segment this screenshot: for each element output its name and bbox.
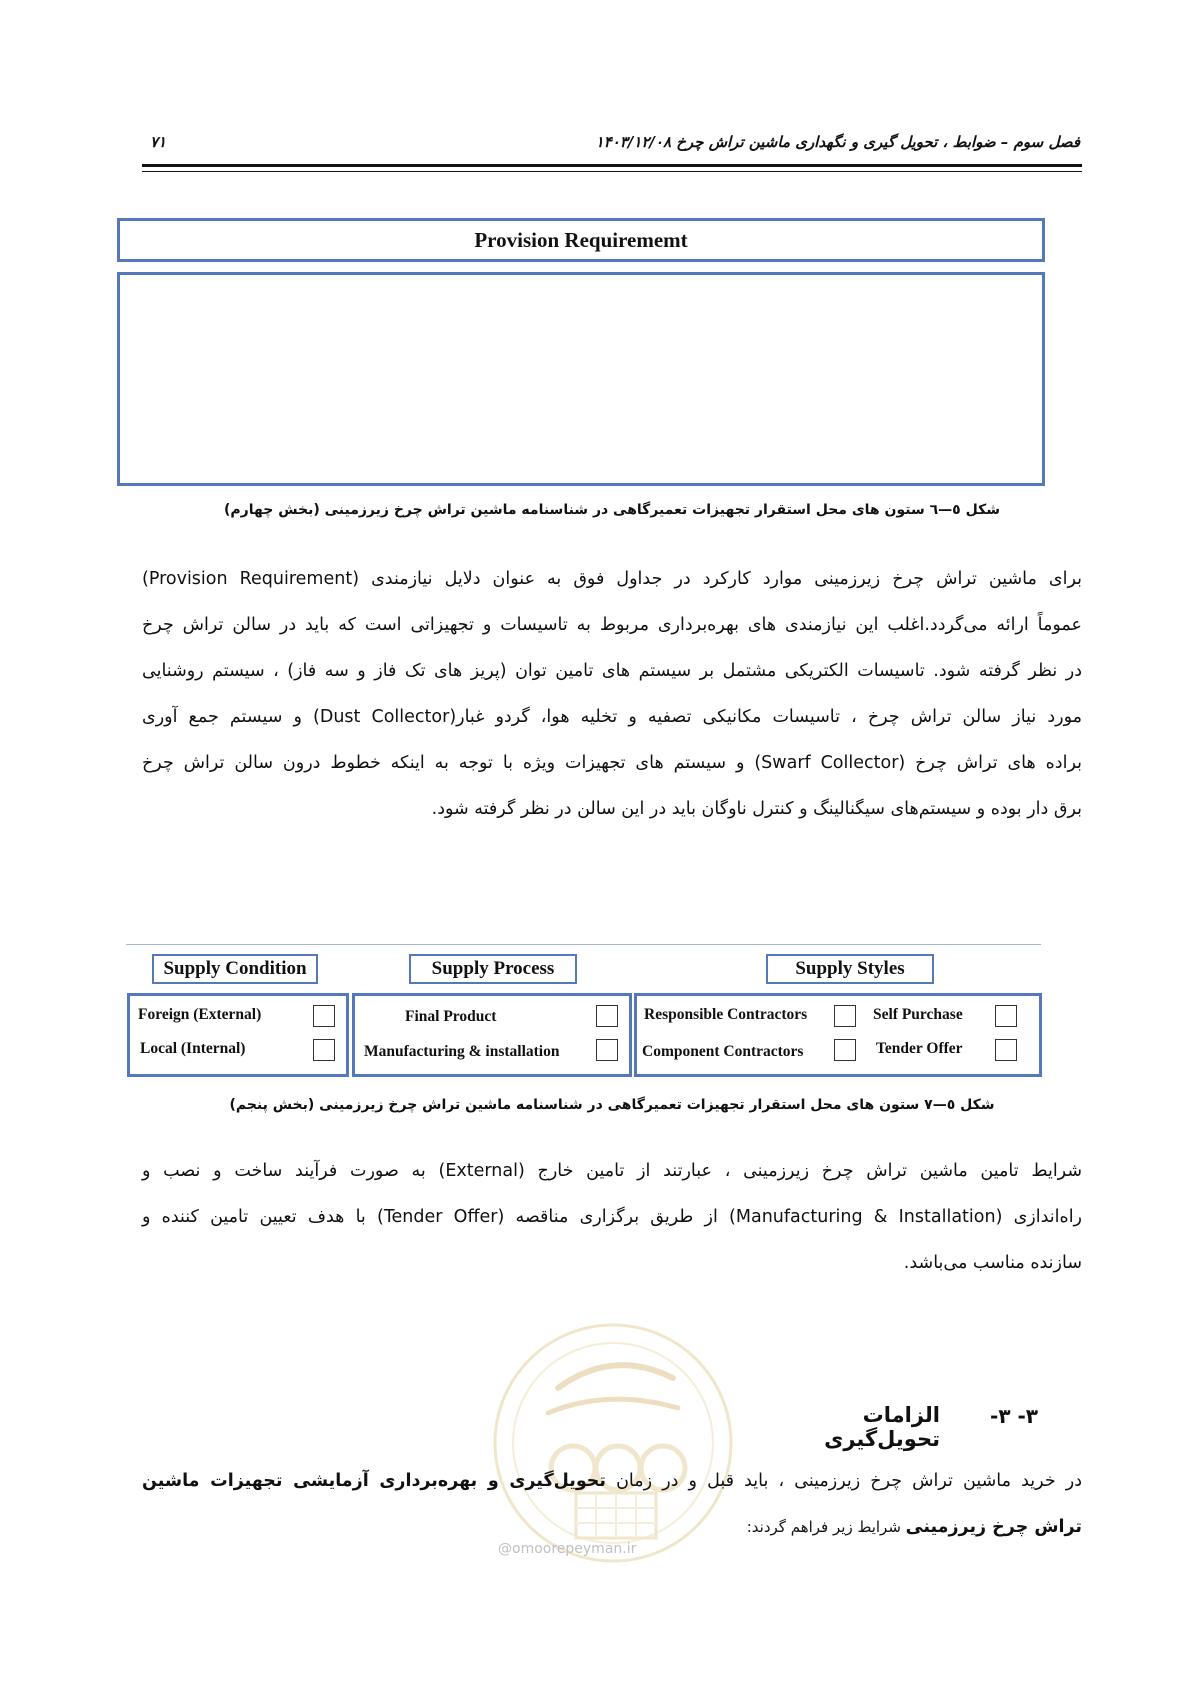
supply-process-title-text: Supply Process — [431, 958, 555, 979]
supply-styles-title — [766, 954, 934, 984]
header-rule-thin — [142, 171, 1082, 172]
checkbox-responsible-contractors[interactable] — [834, 1005, 856, 1027]
paragraph-line — [142, 1504, 1082, 1550]
section-title: الزامات تحویل‌گیری — [824, 1403, 940, 1451]
paragraph-line: برای ماشین تراش چرخ زیرزمینی موارد کارکرد در جداول فوق به عنوان دلایل نیازمندی (Provision Requirement) — [142, 569, 1082, 589]
option-label-responsible-contractors: Responsible Contractors — [644, 1006, 808, 1023]
paragraph-line: راه‌اندازی (Manufacturing & Installation) از طریق برگزاری مناقصه (Tender Offer) با هدف تعیین تامین کننده و — [142, 1207, 1083, 1227]
paragraph-line: سازنده مناسب می‌باشد. — [903, 1253, 1082, 1273]
option-label-manufacturing: Manufacturing & installation — [364, 1043, 560, 1060]
supply-process-title — [409, 954, 577, 984]
checkbox-component-contractors[interactable] — [834, 1039, 856, 1061]
checkbox-local[interactable] — [313, 1039, 335, 1061]
checkbox-final-product[interactable] — [596, 1005, 618, 1027]
figure6-caption: شکل ٥—٦ ستون های محل استقرار تجهیزات تعمیرگاهی در شناسنامه ماشین تراش چرخ زیرزمینی (بخش چهارم) — [224, 502, 1000, 518]
option-label-local: Local (Internal) — [140, 1040, 246, 1057]
paragraph-delivery — [142, 1458, 1082, 1550]
paragraph-line — [142, 1458, 1082, 1504]
paragraph-supply — [142, 1148, 1082, 1286]
paragraph-line: براده های تراش چرخ (Swarf Collector) و سیستم های تجهیزات ویژه با توجه به اینکه خطوط درون سالن تراش چرخ — [142, 753, 1082, 773]
provision-requirement-title: Provision Requirememt — [474, 227, 688, 252]
paragraph-line: شرایط تامین ماشین تراش چرخ زیرزمینی ، عبارتند از تامین خارج (External) به صورت فرآیند ساخت و نصب و — [142, 1161, 1082, 1181]
header-rule-thick — [142, 164, 1082, 167]
option-label-tender-offer: Tender Offer — [876, 1040, 963, 1057]
page-number: ۷۱ — [150, 133, 167, 151]
paragraph-line: مورد نیاز سالن تراش چرخ ، تاسیسات مکانیکی تصفیه و تخلیه هوا، گردو غبار(Dust Collector) و سیستم جمع آوری — [142, 707, 1082, 727]
running-header-title: فصل سوم – ضوابط ، تحویل گیری و نگهداری ماشین تراش چرخ ۱۴۰۳/۱۲/۰۸ — [595, 133, 1080, 151]
option-label-component-contractors: Component Contractors — [642, 1043, 804, 1060]
provision-requirement-header — [117, 218, 1045, 262]
paragraph-line: در نظر گرفته شود. تاسیسات الکتریکی مشتمل بر سیستم های تامین توان (پریز های تک فاز و سه فاز) ، سیستم روشنایی — [142, 661, 1082, 681]
paragraph-bold-text: تراش چرخ زیرزمینی — [905, 1517, 1082, 1537]
provision-requirement-box — [117, 272, 1045, 486]
supply-condition-title — [152, 954, 318, 984]
option-label-final-product: Final Product — [405, 1008, 497, 1025]
checkbox-manufacturing[interactable] — [596, 1039, 618, 1061]
paragraph-text: در خرید ماشین تراش چرخ زیرزمینی ، باید قبل و در زمان — [605, 1471, 1082, 1491]
option-label-foreign: Foreign (External) — [138, 1006, 262, 1023]
paragraph-line: برق دار بوده و سیستم‌های سیگنالینگ و کنترل ناوگان باید در این سالن در نظر گرفته شود. — [431, 799, 1082, 819]
supply-styles-title-text: Supply Styles — [795, 958, 905, 979]
paragraph-line: عموماً ارائه می‌گردد.اغلب این نیازمندی های بهره‌برداری مربوط به تاسیسات و تجهیزاتی است که باید در سالن تراش چرخ — [142, 615, 1082, 635]
paragraph-bold-text: تحویل‌گیری و بهره‌برداری آزمایشی تجهیزات ماشین — [142, 1471, 606, 1491]
figure7-caption: شکل ٥—٧ ستون های محل استقرار تجهیزات تعمیرگاهی در شناسنامه ماشین تراش چرخ زیرزمینی (بخش پنجم) — [229, 1097, 995, 1113]
checkbox-tender-offer[interactable] — [995, 1039, 1017, 1061]
paragraph-provision — [142, 556, 1082, 832]
option-label-self-purchase: Self Purchase — [873, 1006, 963, 1023]
checkbox-self-purchase[interactable] — [995, 1005, 1017, 1027]
supply-figure-top-line — [126, 944, 1041, 945]
watermark-url: @omoorepeyman.ir — [498, 1541, 637, 1557]
supply-condition-title-text: Supply Condition — [163, 958, 307, 979]
supply-process-panel — [352, 993, 632, 1077]
section-number: ۳- ۳- — [990, 1404, 1039, 1428]
checkbox-foreign[interactable] — [313, 1005, 335, 1027]
paragraph-text: شرایط زیر فراهم گردند: — [746, 1518, 906, 1536]
